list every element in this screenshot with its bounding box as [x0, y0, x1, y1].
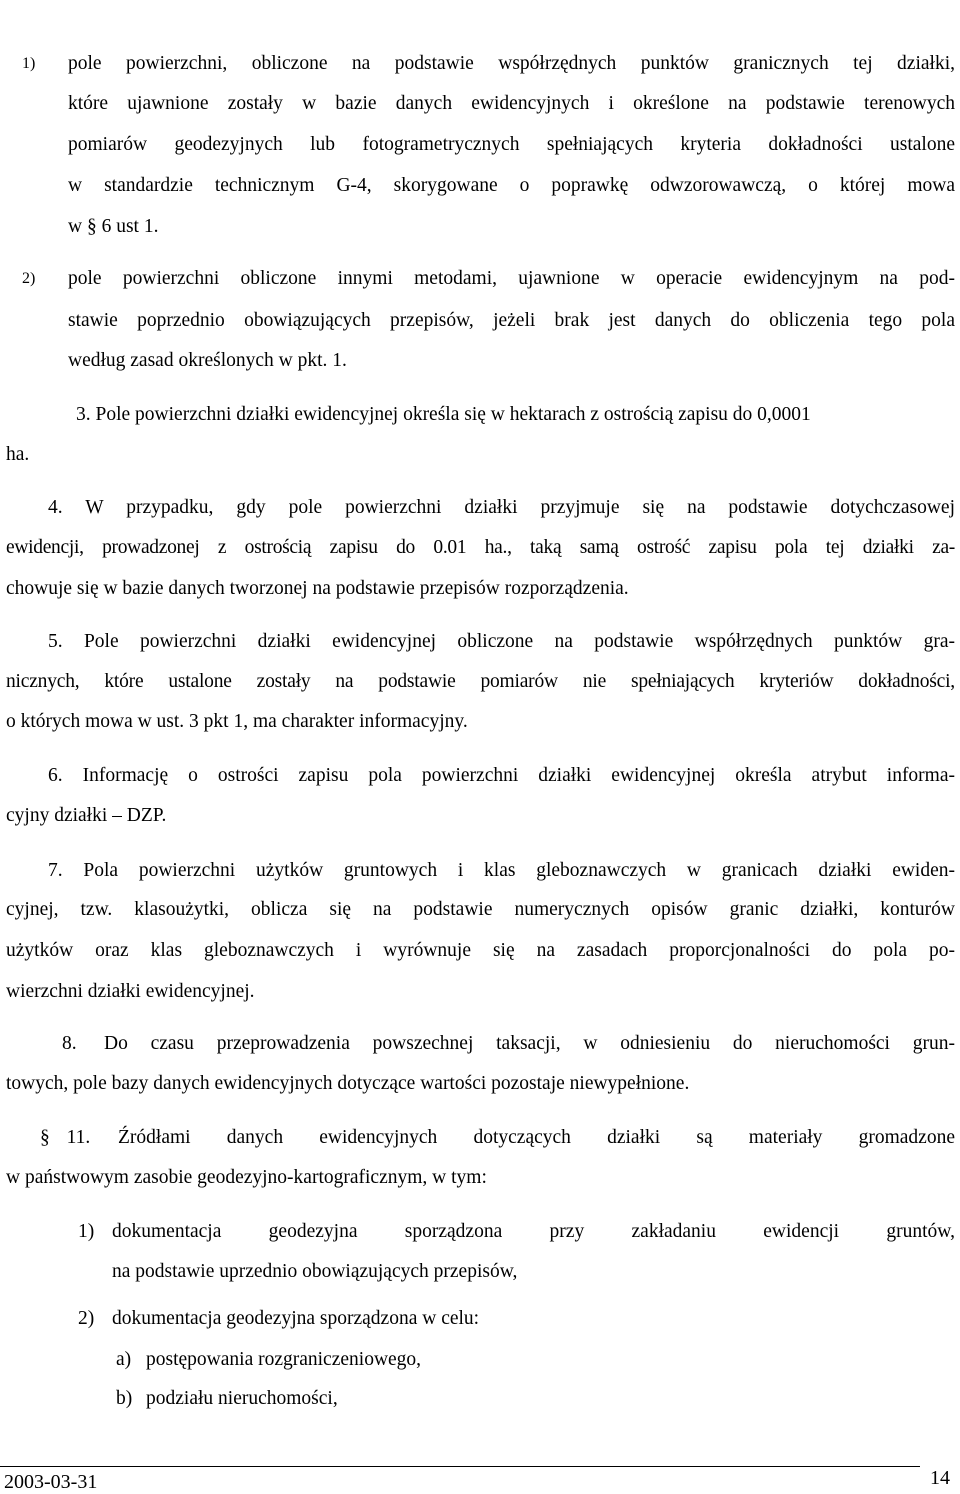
para-3-line-2: ha. — [6, 444, 30, 465]
para-4-line-1: 4. W przypadku, gdy pole powierzchni działki przyjmuje się na podstawie dotychczasowej — [48, 497, 955, 518]
para-7-line-4: wierzchni działki ewidencyjnej. — [6, 981, 255, 1002]
item-1-line-4: w standardzie technicznym G-4, skorygowane o poprawkę odwzorowawczą, o której mowa — [68, 175, 955, 196]
para-8-line-1: Do czasu przeprowadzenia powszechnej taksacji, w odniesieniu do nieruchomości grun- — [104, 1033, 955, 1054]
item-2-line-2: stawie poprzednio obowiązujących przepisów, jeżeli brak jest danych do obliczenia tego pola — [68, 310, 955, 331]
section-11-heading: § 11. — [40, 1127, 91, 1148]
para-5-line-1: 5. Pole powierzchni działki ewidencyjnej obliczone na podstawie współrzędnych punktów gra- — [48, 631, 955, 652]
para-5-line-3: o których mowa w ust. 3 pkt 1, ma charakter informacyjny. — [6, 711, 468, 732]
para-8-line-2: towych, pole bazy danych ewidencyjnych dotyczące wartości pozostaje niewypełnione. — [6, 1073, 690, 1094]
list-item-1-line-2: na podstawie uprzednio obowiązujących przepisów, — [112, 1261, 518, 1282]
footer-divider — [0, 1466, 920, 1467]
list-item-1-line-1: dokumentacja geodezyjna sporządzona przy zakładaniu ewidencji gruntów, — [112, 1221, 955, 1242]
para-8-number: 8. — [62, 1033, 77, 1054]
sub-item-b-letter: b) — [116, 1388, 133, 1409]
section-11-line-1: Źródłami danych ewidencyjnych dotyczących działki są materiały gromadzone — [118, 1127, 955, 1148]
item-2-line-3: według zasad określonych w pkt. 1. — [68, 350, 347, 371]
para-4-line-2: ewidencji, prowadzonej z ostrością zapisu do 0.01 ha., taką samą ostrość zapisu pola tej działki za- — [6, 537, 955, 558]
item-1-number: 1) — [22, 55, 36, 72]
sub-item-a-letter: a) — [116, 1349, 132, 1370]
para-5-line-2: nicznych, które ustalone zostały na podstawie pomiarów nie spełniających kryteriów dokładności, — [6, 671, 955, 692]
para-3-line-1: 3. Pole powierzchni działki ewidencyjnej określa się w hektarach z ostrością zapisu do 0,0001 — [76, 404, 811, 425]
para-7-line-1: 7. Pola powierzchni użytków gruntowych i klas gleboznawczych w granicach działki ewiden- — [48, 860, 955, 881]
item-2-line-1: pole powierzchni obliczone innymi metodami, ujawnione w operacie ewidencyjnym na pod- — [68, 268, 955, 289]
para-7-line-2: cyjnej, tzw. klasoużytki, oblicza się na podstawie numerycznych opisów granic działki, konturów — [6, 899, 955, 920]
list-item-2-line: dokumentacja geodezyjna sporządzona w celu: — [112, 1308, 480, 1329]
item-1-line-2: które ujawnione zostały w bazie danych ewidencyjnych i określone na podstawie terenowych — [68, 93, 955, 114]
list-item-2-number: 2) — [78, 1308, 95, 1329]
para-6-line-2: cyjny działki – DZP. — [6, 805, 167, 826]
footer-date: 2003-03-31 — [4, 1471, 98, 1493]
para-6-line-1: 6. Informację o ostrości zapisu pola powierzchni działki ewidencyjnej określa atrybut informa- — [48, 765, 955, 786]
item-1-line-3: pomiarów geodezyjnych lub fotogrametrycznych spełniających kryteria dokładności ustalone — [68, 134, 955, 155]
section-11-line-2: w państwowym zasobie geodezyjno-kartograficznym, w tym: — [6, 1167, 487, 1188]
sub-item-b-text: podziału nieruchomości, — [146, 1388, 338, 1409]
item-1-line-5: w § 6 ust 1. — [68, 216, 159, 237]
sub-item-a-text: postępowania rozgraniczeniowego, — [146, 1349, 422, 1370]
list-item-1-number: 1) — [78, 1221, 95, 1242]
page-number: 14 — [930, 1467, 950, 1489]
item-1-line-1: pole powierzchni, obliczone na podstawie współrzędnych punktów granicznych tej działki, — [68, 53, 955, 74]
para-7-line-3: użytków oraz klas gleboznawczych i wyrównuje się na zasadach proporcjonalności do pola po- — [6, 940, 955, 961]
item-2-number: 2) — [22, 270, 36, 287]
para-4-line-3: chowuje się w bazie danych tworzonej na podstawie przepisów rozporządzenia. — [6, 578, 629, 599]
